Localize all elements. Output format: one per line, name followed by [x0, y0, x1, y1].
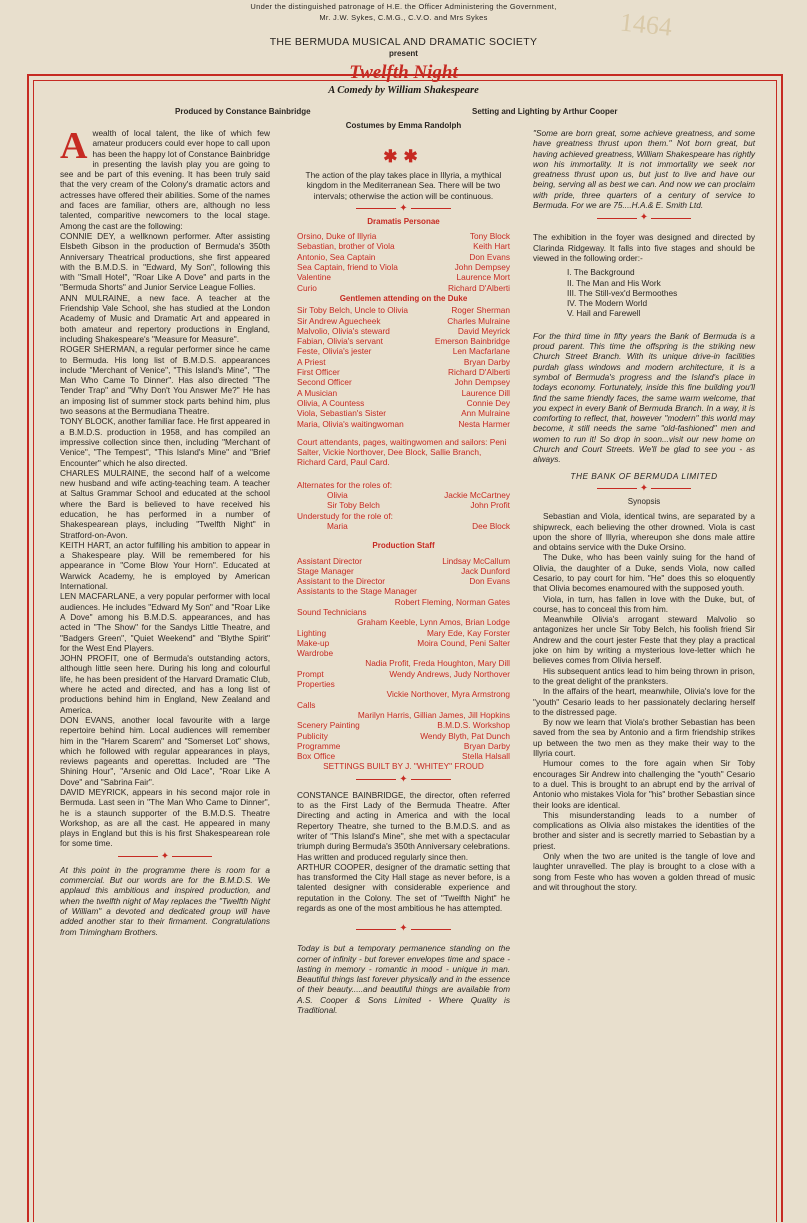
- credit-name: Emerson Bainbridge: [434, 336, 510, 347]
- gentlemen-heading: Gentlemen attending on the Duke: [339, 293, 468, 303]
- synopsis-paragraph: His subsequent antics lead to him being thrown in prison, to the great delight of the pranksters.: [533, 665, 755, 686]
- credit-row: [297, 720, 510, 730]
- credit-name: John Dempsey: [454, 377, 510, 388]
- credit-role: Valentine: [297, 272, 331, 283]
- synopsis-paragraph: This misunderstanding leads to a number of complications as Olivia also mistakes the identities of the brother and sister and is secretly married to Sebastian by a priest.: [533, 809, 755, 851]
- credit-row: [297, 252, 510, 262]
- credit-row: [297, 556, 510, 566]
- credit-row: [297, 741, 510, 751]
- credit-row: [297, 283, 510, 293]
- stage-item: I. The Background: [567, 267, 635, 278]
- middle-column: [297, 142, 510, 1015]
- credit-row: [297, 710, 510, 720]
- synopsis-text: [533, 511, 755, 892]
- credit-row: [297, 669, 510, 679]
- smith-advert: "Some are born great, some achieve greatness, and some have greatness thrust upon them." Not born great, but having achieved greatness, William Shakespeare has rightly won his immortality. It is not immortality we seek nor greatness thrust upon us, but just to live and have our being, serving all as best we can. And now we can proclaim with pride, three quarters of a century of service to Bermuda. For we are 75....H.A.& E. Smith Ltd.: [533, 128, 755, 211]
- bio-paragraph: CHARLES MULRAINE, the second half of a welcome new husband and wife acting-teaching team. A teacher at Saltus Grammar School and educated at the school where the Bard is believed to have received his education, he has performed in a number of Shakespearean plays, including "Twelfth Night" in Stratford-on-Avon.: [60, 467, 270, 540]
- credit-row: [297, 262, 510, 272]
- production-heading: Production Staff: [372, 541, 435, 551]
- bio-paragraph: KEITH HART, an actor fulfilling his ambition to appear in a Shakespeare play. Will be remembered for his appearance in "Come Blow Your Horn". Educated at Warwick Academy, he is employed by American International.: [60, 539, 270, 592]
- credit-name: Tony Block: [469, 231, 510, 242]
- credit-name: Don Evans: [469, 251, 510, 262]
- credit-row: [297, 689, 510, 699]
- credit-row: [297, 241, 510, 251]
- credit-role: Malvolio, Olivia's steward: [297, 325, 390, 336]
- credit-name: John Dempsey: [454, 262, 510, 273]
- credit-name: Wendy Blyth, Pat Dunch: [420, 730, 510, 741]
- credit-role: Sound Technicians: [297, 606, 367, 617]
- credit-row: [297, 346, 510, 356]
- credit-role: Sir Toby Belch, Uncle to Olivia: [297, 305, 408, 316]
- credit-row: [297, 408, 510, 418]
- dramatis-heading: Dramatis Personae: [367, 216, 440, 226]
- understudy-list: [297, 521, 510, 531]
- ornamental-divider: ✦: [533, 214, 755, 222]
- credit-row: [297, 679, 510, 689]
- credit-role: Scenery Painting: [297, 720, 360, 731]
- credit-role: Curio: [297, 282, 317, 293]
- credit-name: Bryan Darby: [463, 356, 510, 367]
- credit-name: Graham Keeble, Lynn Amos, Brian Lodge: [357, 617, 510, 628]
- credit-name: Ann Mulraine: [461, 408, 510, 419]
- bio-paragraph: DON EVANS, another local favourite with a large repertoire behind him. Local audiences will remember him in the "Harem Scarem" and "Somerset Lot" shows, which he followed with regular appearances in plays, reviews pageants and operettas. Included are "The Shining Hour", "Arsenic and Old Lace", "Roar Like A Dove" and "Sabrina Fair".: [60, 714, 270, 787]
- bio-paragraph: CONNIE DEY, a wellknown performer. After assisting Elsbeth Gibson in the production of Bermuda's 350th Anniversary Theatrical productions, she first appeared with the B.M.D.S. in "Edward, My Son", following this with "Small Hotel", "Roar Like A Dove" and parts in the "Bermuda Shorts" and Junior Service League Follies.: [60, 230, 270, 293]
- credit-role: Wardrobe: [297, 648, 334, 659]
- credit-role: Box Office: [297, 751, 336, 762]
- credit-row: [297, 648, 510, 658]
- stage-item: IV. The Modern World: [567, 298, 648, 309]
- bank-signature: THE BANK OF BERMUDA LIMITED: [570, 470, 718, 481]
- credit-row: [297, 638, 510, 648]
- credit-name: Charles Mulraine: [447, 315, 510, 326]
- synopsis-paragraph: In the affairs of the heart, meanwhile, Olivia's love for the "youth" Cesario leads to her passionately declaring herself to the distressed page.: [533, 686, 755, 717]
- credit-name: Marilyn Harris, Gillian James, Jill Hopkins: [357, 709, 510, 720]
- credit-row: [297, 700, 510, 710]
- bank-advert: For the third time in fifty years the Bank of Bermuda is a proud parent. This time the offspring is the striking new Church Street Branch. With its unique drive-in facilities purdah glass windows and modern architecture, it is a symbol of Bermuda's progress and the Island's place in todays economy. Fortunately, inside this fine building you'll find the same friendly faces, the same warm welcome, that you expect in every Bank of Bermuda Branch. In a way, it is comforting to reflect, that, however "modern" this world may become, it still needs the same "old-fashioned" men and women to run it! So drop in soon...visit our new home on Church and Court Streets. We'll be glad to see you - as always.: [533, 330, 755, 465]
- costumes-credit: Costumes by Emma Randolph: [345, 121, 462, 130]
- alternates-list: [297, 490, 510, 511]
- cooper-bio: ARTHUR COOPER, designer of the dramatic setting that has transformed the City Hall stage as never before, is a talented designer with considerable experience and reputation in the Colony. The set of "Twelfth Night" he regards as one of the most ambitious he has attempted.: [297, 861, 510, 913]
- credit-row: [297, 377, 510, 387]
- credit-name: Roger Sherman: [451, 305, 510, 316]
- patronage-line: Under the distinguished patronage of H.E. the Officer Administering the Government,: [250, 2, 557, 11]
- credit-name: Nesta Harmer: [458, 418, 510, 429]
- synopsis-heading: Synopsis: [627, 496, 661, 506]
- credit-name: Wendy Andrews, Judy Northover: [389, 668, 510, 679]
- credit-role: Orsino, Duke of Illyria: [297, 231, 377, 242]
- credit-role: Second Officer: [297, 377, 352, 388]
- bio-paragraph: TONY BLOCK, another familiar face. He first appeared in a B.M.D.S. production in 1958, and has compiled an impressive collection since then, including "Merchant of Venice", "The Tempest", "This Island's Mine" and "Brief Encounter" which he also directed.: [60, 416, 270, 468]
- setting-paragraph: The action of the play takes place in Illyria, a mythical kingdom in the Mediterranean Sea. There will be two intervals; otherwise the action will be continuous.: [305, 170, 502, 201]
- credit-role: Programme: [297, 740, 341, 751]
- setting-credit: Setting and Lighting by Arthur Cooper: [472, 107, 618, 116]
- credit-row: [297, 658, 510, 668]
- synopsis-paragraph: By now we learn that Viola's brother Sebastian has been saved from the sea by Antonio and a firm friendship strikes up between the two men as they make their way to the Illyria court.: [533, 717, 755, 759]
- ornamental-divider: ✦: [533, 485, 755, 493]
- credit-role: Sea Captain, friend to Viola: [297, 262, 398, 273]
- credit-role: Prompt: [297, 668, 324, 679]
- credit-name: Keith Hart: [473, 241, 510, 252]
- patronage-line: Mr. J.W. Sykes, C.M.G., C.V.O. and Mrs Sykes: [319, 12, 488, 22]
- play-title: Twelfth Night: [349, 62, 458, 83]
- ornamental-divider: ✦: [297, 925, 510, 933]
- credit-row: [297, 316, 510, 326]
- credit-row: [297, 272, 510, 282]
- credit-name: Don Evans: [469, 576, 510, 587]
- credit-role: Olivia: [327, 490, 348, 501]
- cast-list: [297, 305, 510, 429]
- credit-role: Calls: [297, 699, 316, 710]
- credit-row: [327, 490, 510, 500]
- bio-paragraph: JOHN PROFIT, one of Bermuda's outstanding actors, although little seen here. During his long and colourful life, he has been president of the Harvard Dramatic Club, where he acted and directed, and has a long list of productions behind him in England, New Zealand and America.: [60, 653, 270, 715]
- credit-row: [297, 566, 510, 576]
- credit-row: [297, 388, 510, 398]
- credit-name: Jack Dunford: [461, 565, 510, 576]
- credit-name: Lindsay McCallum: [442, 555, 510, 566]
- staff-list: [297, 556, 510, 762]
- credit-row: [297, 617, 510, 627]
- credit-name: Richard D'Alberti: [448, 367, 510, 378]
- credit-row: [297, 597, 510, 607]
- synopsis-paragraph: Sebastian and Viola, identical twins, are separated by a shipwreck, each believing the other drowned. Viola is cast upon the shore of Illyria, whereupon she dons male attire and obtains service with the Duke Orsino.: [533, 511, 755, 553]
- alternates-heading: Alternates for the roles of:: [297, 479, 393, 490]
- credit-name: David Meyrick: [457, 325, 510, 336]
- archive-stamp: 1464: [618, 7, 674, 42]
- credit-role: Olivia, A Countess: [297, 397, 365, 408]
- synopsis-paragraph: Meanwhile Olivia's arrogant steward Malvolio so antagonizes her uncle Sir Toby Belch, his foolish friend Sir Andrew and the court jester Feste that they play a practical joke on him by writing a mysterious love-letter which he believes comes from Olivia herself.: [533, 614, 755, 666]
- play-subtitle: A Comedy by William Shakespeare: [328, 85, 479, 96]
- credit-row: [297, 586, 510, 596]
- synopsis-paragraph: Viola, in turn, has fallen in love with the Duke, but, of course, has to conceal this from him.: [533, 593, 755, 614]
- society-name: THE BERMUDA MUSICAL AND DRAMATIC SOCIETY: [269, 36, 538, 48]
- asterisk-ornament: ✱✱: [383, 147, 424, 166]
- credit-row: [297, 731, 510, 741]
- credit-name: Laurence Dill: [461, 387, 510, 398]
- bio-paragraph: DAVID MEYRICK, appears in his second major role in Bermuda. Last seen in "The Man Who Came to Dinner", he is a staunch supporter of the B.M.D.S. Theatre Workshop, as are all the cast. He appeared in many plays in England but this is his first Shakespearean role for some time.: [60, 787, 270, 849]
- settings-built-line: SETTINGS BUILT BY J. "WHITEY" FROUD: [323, 761, 484, 772]
- credit-row: [297, 231, 510, 241]
- credit-role: Antonio, Sea Captain: [297, 251, 376, 262]
- credit-row: [297, 326, 510, 336]
- attendants-paragraph: Court attendants, pages, waitingwomen and sailors: Peni Salter, Vickie Northover, Dee Block, Sallie Branch, Richard Card, Paul Card.: [297, 436, 507, 468]
- dropcap-letter: A: [60, 125, 88, 167]
- patronage-text: [0, 2, 807, 23]
- synopsis-paragraph: Only when the two are united is the tangle of love and laughter unravelled. The play is brought to a close with a song from Feste who has woven a golden thread of music and wit throughout the story.: [533, 851, 755, 892]
- credit-row: [297, 628, 510, 638]
- synopsis-paragraph: The Duke, who has been vainly suing for the hand of Olivia, the daughter of a Duke, sends Viola, now called Cesario, to pay court for him. "He" does this so eloquently that Olivia becomes enamoured with the supposed youth.: [533, 552, 755, 594]
- credit-role: Properties: [297, 679, 335, 690]
- stage-item: V. Hail and Farewell: [567, 308, 641, 319]
- credit-row: [297, 357, 510, 367]
- credit-name: Stella Halsall: [462, 751, 510, 762]
- credit-row: [297, 576, 510, 586]
- credit-name: Robert Fleming, Norman Gates: [394, 596, 510, 607]
- credit-role: Maria: [327, 520, 348, 531]
- stage-item: II. The Man and His Work: [567, 277, 661, 288]
- credit-role: Sir Toby Belch: [327, 500, 380, 511]
- credit-role: Feste, Olivia's jester: [297, 346, 372, 357]
- credit-role: Lighting: [297, 627, 327, 638]
- credit-role: Fabian, Olivia's servant: [297, 336, 383, 347]
- synopsis-paragraph: Humour comes to the fore again when Sir Toby encourages Sir Andrew into challenging the "youth" Cesario to a duel. This is brought to an abrupt end by the arrival of Antonio who mistakes Viola for "his" brother Sebastian since their looks are identical.: [533, 758, 755, 810]
- bio-paragraph: LEN MACFARLANE, a very popular performer with local audiences. He includes "Edward My Son" and "Roar Like A Dove" among his B.M.D.S. appearances, and has acted in "The Show" for the Sandys Little Theatre, and "Badgers Green", "Quiet Weekend" and "Blythe Spirit" for the West End Players.: [60, 591, 270, 653]
- credit-row: [297, 607, 510, 617]
- credit-name: Connie Dey: [466, 397, 510, 408]
- credit-row: [297, 398, 510, 408]
- credit-role: Assistant to the Director: [297, 576, 386, 587]
- credit-name: Nadia Profit, Freda Houghton, Mary Dill: [365, 658, 510, 669]
- credit-row: [297, 419, 510, 429]
- credit-role: First Officer: [297, 367, 340, 378]
- ornamental-divider: ✦: [297, 205, 510, 213]
- cooper-advert: Today is but a temporary permanence standing on the corner of infinity - but forever envelopes time and space - lasting in memory - romantic in mood - unique in man. Beautiful things last forever physically and in the essence of their beauty.....and beautiful things are available from A.S. Cooper & Sons Limited - Where Quality is Traditional.: [297, 943, 510, 1016]
- producer-credit: Produced by Constance Bainbridge: [175, 107, 311, 116]
- credit-role: Publicity: [297, 730, 328, 741]
- credit-name: Mary Ede, Kay Forster: [427, 627, 510, 638]
- credit-role: Maria, Olivia's waitingwoman: [297, 418, 404, 429]
- credit-role: Viola, Sebastian's Sister: [297, 408, 387, 419]
- credit-row: [327, 500, 510, 510]
- credit-name: John Profit: [470, 500, 510, 511]
- bio-paragraph: ROGER SHERMAN, a regular performer since he came to Bermuda. His long list of B.M.D.S. appearances include "Merchant of Venice", "This Island's Mine", "The Man Who Came To Dinner". Has also directed "The Tender Trap" and "Why Don't You Answer Me?" He has an imposing list of summer stock parts behind him, plus two seasons at the Bermudiana Theatre.: [60, 344, 270, 417]
- credit-role: Sebastian, brother of Viola: [297, 241, 395, 252]
- credit-row: [297, 336, 510, 346]
- credit-role: A Priest: [297, 356, 326, 367]
- credit-role: A Musician: [297, 387, 338, 398]
- ornamental-divider: ✦: [60, 853, 270, 861]
- credit-name: Laurence Mort: [456, 272, 510, 283]
- credit-name: Vickie Northover, Myra Armstrong: [386, 689, 510, 700]
- credit-row: [327, 521, 510, 531]
- credit-row: [297, 367, 510, 377]
- exhibition-paragraph: The exhibition in the foyer was designed and directed by Clarinda Ridgeway. It falls into five stages and should be viewed in the following order:-: [533, 232, 755, 263]
- credit-role: Assistant Director: [297, 555, 363, 566]
- credit-name: Jackie McCartney: [444, 490, 510, 501]
- left-column: [60, 125, 270, 937]
- credit-role: Assistants to the Stage Manager: [297, 586, 417, 597]
- trimingham-advert: At this point in the programme there is room for a commercial. But our words are for the B.M.D.S. We applaud this ambitious and inspired production, and when the twelfth night of May replaces the "Twelfth Night of William" a devoted and dedicated group will have added another star to their firmament. Congratulations from Trimingham Brothers.: [60, 864, 270, 937]
- credit-row: [297, 305, 510, 315]
- credit-row: [297, 751, 510, 761]
- intro-paragraph: [60, 125, 270, 231]
- right-column: [533, 128, 755, 892]
- cast-list: [297, 231, 510, 293]
- stage-item: III. The Still-vex'd Bermoothes: [567, 287, 678, 298]
- credit-name: Bryan Darby: [463, 740, 510, 751]
- credit-name: Dee Block: [472, 520, 510, 531]
- present-label: present: [389, 49, 418, 58]
- credit-name: Richard D'Alberti: [448, 282, 510, 293]
- credit-name: Len Macfarlane: [452, 346, 510, 357]
- bainbridge-bio: CONSTANCE BAINBRIDGE, the director, often referred to as the First Lady of the Bermuda Theatre. After Directing and acting in America and with the local Repertory Theatre, she turned to the B.M.D.S. and as writer of "This Island's Mine", she met with a spectacular triumph during Bermuda's 350th Anniversary celebrations. Has written and produced regularly since then.: [297, 789, 510, 862]
- credit-role: Sir Andrew Aguecheek: [297, 315, 381, 326]
- intro-text: wealth of local talent, the like of which few amateur producers could ever hope to call upon has been the happy lot of Constance Bainbridge in presenting the lavish play you are going to see and be part of this evening. It has been truly said that the very cream of the Colony's dramatic actors and actresses have offered their abilities. Some of the names and faces are familiar, others are, although no less talented, comparitive newcomers to the local stage. Among the cast are the following:: [60, 128, 270, 231]
- credit-name: B.M.D.S. Workshop: [437, 720, 510, 731]
- ornamental-divider: ✦: [297, 776, 510, 784]
- credit-role: Make-up: [297, 637, 330, 648]
- exhibition-stages: [567, 267, 755, 318]
- credit-name: Moira Cound, Peni Salter: [417, 637, 510, 648]
- credit-role: Stage Manager: [297, 565, 354, 576]
- bio-paragraph: ANN MULRAINE, a new face. A teacher at the Friendship Vale School, she has studied at the London Academy of Music and Dramatic Art and appeared in both amateur and repertory productions in England, including Shakespeare's "Measure for Measure".: [60, 292, 270, 344]
- understudy-heading: Understudy for the role of:: [297, 510, 393, 521]
